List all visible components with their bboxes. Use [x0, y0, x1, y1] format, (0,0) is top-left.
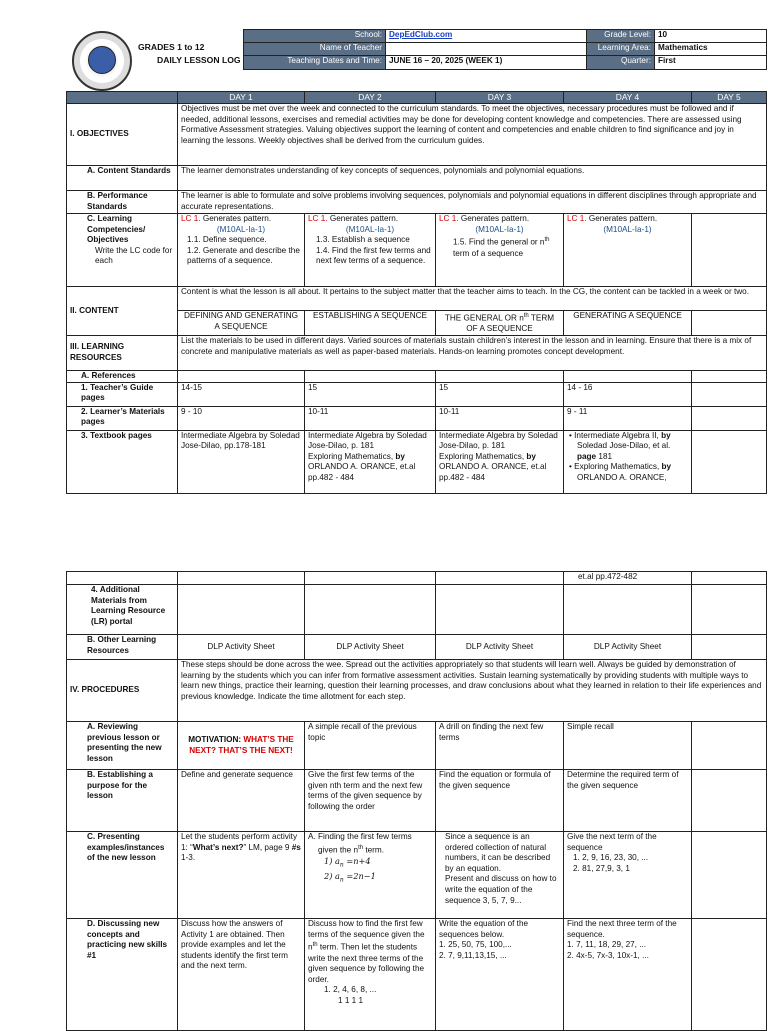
- competency-day4: [564, 214, 692, 287]
- motivation-title: WHAT’S THE NEXT? THAT’S THE NEXT!: [189, 734, 294, 755]
- references-day3: [436, 370, 564, 382]
- objective-1-1: 1.1. Define sequence.: [187, 235, 267, 245]
- cont-day3: [436, 572, 564, 585]
- objective-1-5-sup: th: [544, 237, 550, 244]
- other-resources-label: B. Other Learning Resources: [67, 635, 178, 660]
- grade-label: Grade Level:: [587, 30, 655, 43]
- tb-day4-ref1-page-label: page: [577, 451, 597, 461]
- lc-code-label: LC 1.: [439, 214, 459, 223]
- procedure-d-day3: [436, 919, 564, 1031]
- tb-day2-ref2-title: Exploring Mathematics,: [308, 451, 396, 461]
- tb-day3-ref2-by: by: [526, 451, 536, 461]
- lc-text: Generates pattern.: [200, 214, 272, 223]
- procedures-text: These steps should be done across the wee. Spread out the activities appropriately so that students will learn well. Always be guided by demonstration of learning by the students which you can infer from formative assessment activities. Sustain learning systematically by providing students with multiple ways to learn new things, practice their learning, question their learning processes, and draw conclusions about what they learned in relation to their life experiences and previous knowledge. Indicate the time allotment for each step.: [178, 660, 767, 722]
- procedure-a-day4: Simple recall: [564, 722, 692, 770]
- procedure-a-label: A. Reviewing previous lesson or presenting the new lesson: [67, 722, 178, 770]
- lc-text: Generates pattern.: [458, 214, 530, 223]
- tb-day2-ref2-author: ORLANDO A. ORANCE, et.al pp.482 - 484: [308, 462, 416, 482]
- lc-code-label: LC 1.: [308, 214, 328, 223]
- day-header-5: DAY 5: [692, 92, 767, 104]
- tg-day1: 14-15: [178, 382, 305, 406]
- c1-numbers-label: #s: [291, 842, 301, 852]
- tb-day3: [436, 430, 564, 493]
- tb-day1: Intermediate Algebra by Soledad Jose-Dilao, pp.178-181: [178, 430, 305, 493]
- d3-text: Write the equation of the sequences below.: [439, 919, 529, 939]
- procedure-c-day2: [305, 832, 436, 919]
- lc-code-label: LC 1.: [181, 214, 201, 223]
- c1-text-e: 1-3.: [181, 853, 196, 863]
- d2-text-a: Discuss how to find the first few terms of the sequence given the n: [308, 919, 425, 952]
- other-day1: DLP Activity Sheet: [178, 635, 305, 660]
- topic-day3-text: THE GENERAL OR n: [444, 313, 524, 323]
- lr-day5: [692, 585, 767, 635]
- c2-f2-a: 2) a: [324, 871, 340, 882]
- references-day1: [178, 370, 305, 382]
- performance-standards-label: B. Performance Standards: [67, 191, 178, 214]
- tb-day2-ref2-by: by: [395, 451, 405, 461]
- lc-code: (M10AL-Ia-1): [345, 224, 395, 234]
- competency-day5: [692, 214, 767, 287]
- other-day5: [692, 635, 767, 660]
- c2-formula-2: [308, 871, 432, 886]
- d2-list-2: 1 1 1 1: [338, 995, 364, 1005]
- lm-day3: 10-11: [436, 406, 564, 430]
- lesson-table-page1: [66, 91, 767, 494]
- lc-code: (M10AL-Ia-1): [603, 224, 652, 234]
- tb-day4-ref1-title: Intermediate Algebra II,: [574, 430, 662, 440]
- topic-day1: DEFINING AND GENERATING A SEQUENCE: [178, 311, 305, 336]
- other-day3: DLP Activity Sheet: [436, 635, 564, 660]
- d2-list-1: 1. 2, 4, 6, 8, ...: [324, 985, 377, 995]
- references-day4: [564, 370, 692, 382]
- day-header-3: DAY 3: [436, 92, 564, 104]
- topic-day4: GENERATING A SEQUENCE: [564, 311, 692, 336]
- objective-1-2: 1.2. Generate and describe the patterns of a sequence.: [187, 245, 300, 266]
- c2-f1-sub: n: [339, 861, 344, 869]
- resources-text: List the materials to be used in different days. Varied sources of materials sustain children’s interest in the lesson and in learning. Ensure that there is a mix of concrete and manipulative materials as well as paper-based materials. Hands-on learning promotes concept development.: [178, 335, 767, 370]
- tb-day4-ref2-author: ORLANDO A. ORANCE,: [577, 472, 667, 482]
- tb-day4: [564, 430, 692, 493]
- procedure-a-day3: A drill on finding the next few terms: [436, 722, 564, 770]
- lm-day1: 9 - 10: [178, 406, 305, 430]
- content-text: Content is what the lesson is all about. It pertains to the subject matter that the teacher aims to teach. In the CG, the content can be tackled in a week or two.: [178, 287, 767, 311]
- tb-day2-ref2: [308, 452, 432, 484]
- procedure-d-label: D. Discussing new concepts and practicing new skills #1: [67, 919, 178, 1031]
- objectives-text: Objectives must be met over the week and connected to the curriculum standards. To meet the objectives, necessary procedures must be followed and if needed, additional lessons, exercises and remedial activities may be done for developing content knowledge and competencies. There are assessed using Formative Assessment strategies. Valuing objectives support the learning of content and competencies and enable children to find significance and joy in learning the lessons. Weekly objectives shall be derived from the curriculum guides.: [178, 104, 767, 166]
- dates-value: JUNE 16 – 20, 2025 (WEEK 1): [386, 56, 587, 70]
- quarter-label: Quarter:: [587, 56, 655, 70]
- c3-text-a: Since a sequence is an ordered collection of natural numbers, it can be described by an equation.: [445, 832, 551, 873]
- tb-day3-ref2: [439, 452, 560, 484]
- procedure-b-day4: Determine the required term of the given sequence: [564, 770, 692, 832]
- area-label: Learning Area:: [587, 43, 655, 56]
- procedure-d-day2: [305, 919, 436, 1031]
- other-day4: DLP Activity Sheet: [564, 635, 692, 660]
- lm-label: 2. Learner’s Materials pages: [67, 406, 178, 430]
- lc-code: (M10AL-Ia-1): [475, 224, 524, 234]
- day-header-4: DAY 4: [564, 92, 692, 104]
- competencies-cell: [67, 214, 178, 287]
- procedure-b-day1: Define and generate sequence: [178, 770, 305, 832]
- topic-day3-sup: th: [523, 313, 529, 319]
- c2-f2-expr: =2n−1: [343, 871, 376, 882]
- tb-day4-ref2-title: Exploring Mathematics,: [574, 462, 662, 472]
- lc-text: Generates pattern.: [586, 214, 658, 223]
- tb-day4-ref2-by: by: [661, 462, 672, 472]
- procedure-c-day1: [178, 832, 305, 919]
- lesson-table-page2: [66, 571, 767, 1031]
- tg-day3: 15: [436, 382, 564, 406]
- procedure-d-day5: [692, 919, 767, 1031]
- d3-item-2: 2. 7, 9,11,13,15, ...: [439, 950, 507, 960]
- c1-text-a: Let the students perform activity 1: “: [181, 832, 298, 852]
- competency-day3: [436, 214, 564, 287]
- competencies-sublabel: Write the LC code for each: [95, 245, 173, 266]
- tg-day2: 15: [305, 382, 436, 406]
- objective-1-5-text: 1.5. Find the general or n: [453, 237, 545, 247]
- cont-label: [67, 572, 178, 585]
- tb-day2-ref1: Intermediate Algebra by Soledad Jose-Dilao, p. 181: [308, 430, 427, 451]
- references-day5: [692, 370, 767, 382]
- procedure-d-day4: [564, 919, 692, 1031]
- log-title: DAILY LESSON LOG: [157, 55, 241, 65]
- topic-day5: [692, 311, 767, 336]
- competency-day1: [178, 214, 305, 287]
- tb-day4-ref1-author: Soledad Jose-Dilao, et al.: [577, 441, 671, 451]
- other-day2: DLP Activity Sheet: [305, 635, 436, 660]
- d3-item-1: 1. 25, 50, 75, 100,...: [439, 940, 512, 950]
- grades-label: GRADES 1 to 12: [138, 42, 205, 52]
- tb-day4-continued: et.al pp.472-482: [564, 572, 692, 585]
- quarter-value: First: [655, 56, 767, 70]
- tb-day4-ref1-page: 181: [596, 451, 613, 461]
- topic-day2: ESTABLISHING A SEQUENCE: [305, 311, 436, 336]
- c2-f2-sub: n: [339, 876, 344, 884]
- d2-text: [308, 919, 432, 985]
- teacher-value: [386, 43, 587, 56]
- lr-day4: [564, 585, 692, 635]
- cont-day2: [305, 572, 436, 585]
- procedures-label: IV. PROCEDURES: [67, 660, 178, 722]
- procedure-c-day3: [436, 832, 564, 919]
- c4-item-2: 2. 81, 27,9, 3, 1: [573, 863, 630, 873]
- day-header-2: DAY 2: [305, 92, 436, 104]
- d2-text-b: term. Then let the students write the next three terms of the given sequence by following the order.: [308, 942, 425, 984]
- tb-day3-ref2-author: ORLANDO A. ORANCE, et.al pp.482 - 484: [439, 462, 547, 482]
- teacher-label: Name of Teacher: [244, 43, 386, 56]
- tb-day3-ref1: Intermediate Algebra by Soledad Jose-Dilao, p. 181: [439, 430, 558, 451]
- objective-1-5: [439, 235, 560, 259]
- c2-formula-1: [308, 856, 432, 871]
- competency-day2: [305, 214, 436, 287]
- procedure-c-day4: [564, 832, 692, 919]
- motivation-label: MOTIVATION:: [188, 734, 244, 744]
- objective-1-3: 1.3. Establish a sequence: [316, 235, 410, 245]
- lr-portal-label: 4. Additional Materials from Learning Resource (LR) portal: [67, 585, 178, 635]
- cont-day5: [692, 572, 767, 585]
- deped-seal: [72, 31, 132, 91]
- references-label: A. References: [67, 370, 178, 382]
- objective-1-4: 1.4. Find the first few terms and next few terms of a sequence.: [316, 245, 431, 266]
- c3-text-b: Present and discuss on how to write the equation of the sequence 3, 5, 7, 9...: [445, 874, 557, 905]
- procedure-a-day2: A simple recall of the previous topic: [305, 722, 436, 770]
- lc-text: Generates pattern.: [327, 214, 399, 223]
- tb-label: 3. Textbook pages: [67, 430, 178, 493]
- c4-item-1: 1. 2, 9, 16, 23, 30, ...: [573, 853, 649, 863]
- tb-day4-ref2: • Exploring Mathematics, by ORLANDO A. ORANCE,: [569, 462, 672, 482]
- school-link[interactable]: DepEdClub.com: [389, 30, 453, 39]
- procedure-b-day5: [692, 770, 767, 832]
- corner-cell: [67, 92, 178, 104]
- lr-day2: [305, 585, 436, 635]
- d4-item-1: 1. 7, 11, 18, 29, 27, ...: [567, 940, 647, 950]
- performance-standards-text: The learner is able to formulate and solve problems involving sequences, polynomials and polynomial equations in different disciplines through appropriate and accurate representations.: [178, 191, 767, 214]
- c2-heading-text: A. Finding the first few terms given the n: [308, 832, 412, 855]
- resources-label: III. LEARNING RESOURCES: [67, 335, 178, 370]
- area-value: Mathematics: [655, 43, 767, 56]
- content-label: II. CONTENT: [67, 287, 178, 336]
- procedure-a-day5: [692, 722, 767, 770]
- tg-day4: 14 - 16: [564, 382, 692, 406]
- procedure-c-label: C. Presenting examples/instances of the new lesson: [67, 832, 178, 919]
- topic-day3: [436, 311, 564, 336]
- dates-label: Teaching Dates and Time:: [244, 56, 386, 70]
- lr-day3: [436, 585, 564, 635]
- d2-sup: th: [312, 942, 318, 949]
- procedure-b-label: B. Establishing a purpose for the lesson: [67, 770, 178, 832]
- content-standards-label: A. Content Standards: [67, 166, 178, 191]
- lm-day2: 10-11: [305, 406, 436, 430]
- references-day2: [305, 370, 436, 382]
- procedure-b-day2: Give the first few terms of the given nth term and the next few terms of the given sequence by following the order: [305, 770, 436, 832]
- content-standards-text: The learner demonstrates understanding of key concepts of sequences, polynomials and polynomial equations.: [178, 166, 767, 191]
- lm-day4: 9 - 11: [564, 406, 692, 430]
- competencies-label: C. Learning Competencies/ Objectives: [87, 214, 146, 245]
- objectives-label: I. OBJECTIVES: [67, 104, 178, 166]
- d4-item-2: 2. 4x-5, 7x-3, 10x-1, ...: [567, 950, 649, 960]
- objective-1-5-end: term of a sequence: [453, 248, 524, 258]
- lr-day1: [178, 585, 305, 635]
- header-table: [243, 29, 767, 70]
- d4-text: Find the next three term of the sequence.: [567, 919, 677, 939]
- procedure-b-day3: Find the equation or formula of the given sequence: [436, 770, 564, 832]
- lc-code: (M10AL-Ia-1): [216, 224, 266, 234]
- tg-label: 1. Teacher’s Guide pages: [67, 382, 178, 406]
- c2-f1-expr: =n+4: [343, 855, 371, 866]
- topic-day3-end: TERM OF A SEQUENCE: [466, 313, 555, 334]
- tg-day5: [692, 382, 767, 406]
- grade-value: 10: [655, 30, 767, 43]
- c2-heading-end: term.: [363, 845, 385, 855]
- procedure-a-day1: [178, 722, 305, 770]
- c2-heading: [308, 832, 432, 856]
- day-header-1: DAY 1: [178, 92, 305, 104]
- c2-heading-sup: th: [358, 844, 364, 851]
- tb-day5: [692, 430, 767, 493]
- lc-code-label: LC 1.: [567, 214, 587, 223]
- c4-text: Give the next term of the sequence: [567, 832, 657, 852]
- tb-day3-ref2-title: Exploring Mathematics,: [439, 451, 527, 461]
- procedure-d-day1: Discuss how the answers of Activity 1 are obtained. Then provide examples and let the students identify the first term and the next term.: [178, 919, 305, 1031]
- cont-day1: [178, 572, 305, 585]
- c1-text-c: ” LM, page 9: [243, 842, 292, 852]
- lm-day5: [692, 406, 767, 430]
- tb-day2: [305, 430, 436, 493]
- c1-activity-title: What’s next?: [192, 842, 244, 852]
- tb-day4-ref1: • Intermediate Algebra II, by Soledad Jose-Dilao, et al. page 181: [569, 430, 671, 461]
- c2-f1-a: 1) a: [324, 855, 340, 866]
- tb-day4-ref1-by: by: [661, 430, 671, 440]
- procedure-c-day5: [692, 832, 767, 919]
- school-label: School:: [244, 30, 386, 43]
